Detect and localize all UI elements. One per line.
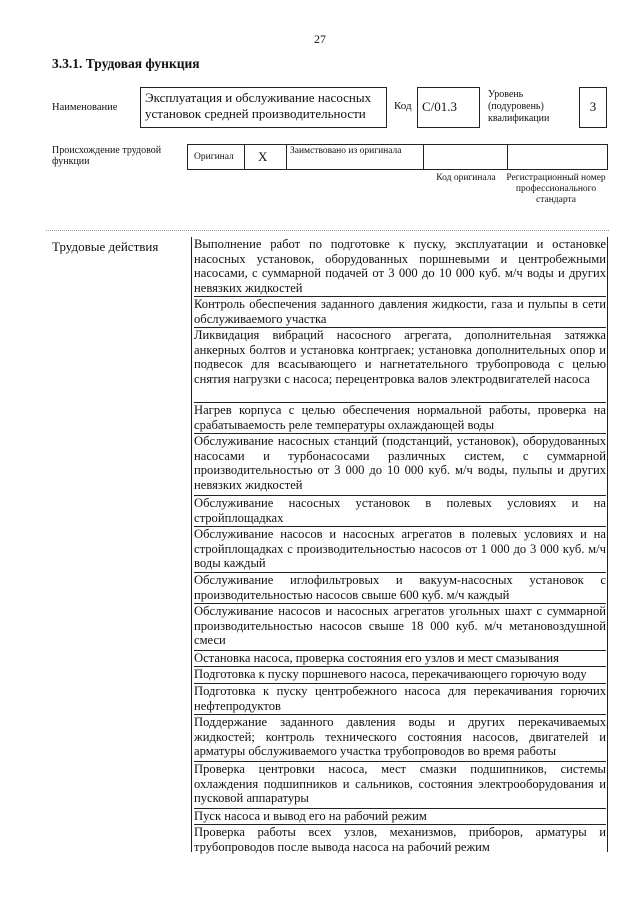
labor-action-item: Нагрев корпуса с целью обеспечения нормальной работы, проверка на срабатываемость реле температуры охлаждающей воды (194, 403, 606, 434)
original-mark: X (258, 149, 268, 164)
labor-actions-label: Трудовые действия (52, 239, 159, 254)
column-divider (191, 237, 192, 852)
reg-caption: Регистрационный номер профессионального стандарта (506, 173, 606, 205)
labor-action-item: Обслуживание насосных станций (подстанций, установок), оборудованных насосами и турбонасосами различных систем, с суммарной производительностью от 3 000 до 10 000 куб. м/ч воды, пульпы и других невязких жидкостей (194, 434, 606, 496)
right-border (607, 237, 608, 852)
code-value: С/01.3 (422, 99, 458, 114)
labor-action-item: Проверка работы всех узлов, механизмов, приборов, арматуры и трубопроводов после вывода насоса на рабочий режим (194, 825, 606, 854)
labor-action-item: Обслуживание насосных установок в полевых условиях и на стройплощадках (194, 496, 606, 527)
labor-action-item: Пуск насоса и вывод его на рабочий режим (194, 809, 606, 825)
original-label: Оригинал (194, 152, 234, 162)
labor-actions-table (46, 237, 609, 852)
section-title: 3.3.1. Трудовая функция (52, 56, 200, 71)
labor-action-item: Обслуживание насосов и насосных агрегатов угольных шахт с суммарной производительностью насосов свыше 18 000 куб. м/ч метановоздушной смеси (194, 604, 606, 651)
separator (46, 230, 609, 231)
borrowed-cell (286, 145, 424, 169)
code-caption: Код оригинала (436, 173, 496, 183)
level-label: Уровень (подуровень) квалификации (488, 89, 550, 124)
origin-label: Происхождение трудовой функции (52, 145, 162, 167)
reg-number-cell (507, 145, 607, 169)
level-value: 3 (589, 99, 597, 114)
origin-table (187, 144, 608, 170)
labor-action-item: Проверка центровки насоса, мест смазки подшипников, системы охлаждения подшипников и сальников, состояния электрооборудования и пусковой аппаратуры (194, 762, 606, 809)
original-mark-cell (244, 145, 287, 169)
level-box (579, 87, 607, 128)
labor-action-item: Ликвидация вибраций насосного агрегата, дополнительная затяжка анкерных болтов и установка контргаек; установка дополнительных опор и подвесок для всасывающего и нагнетательного трубопровода с целью снятия нагрузки с насоса; перецентровка валов электродвигателей насоса (194, 328, 606, 403)
function-name: Эксплуатация и обслуживание насосных установок средней производительности (145, 90, 372, 121)
labor-action-item: Подготовка к пуску поршневого насоса, перекачивающего горючую воду (194, 667, 606, 684)
borrowed-label: Заимствовано из оригинала (290, 146, 402, 156)
original-code-cell (423, 145, 508, 169)
labor-action-item: Выполнение работ по подготовке к пуску, эксплуатации и остановке насосных установок, оборудованных поршневыми и центробежными насосами, с суммарной подачей от 3 000 до 10 000 куб. м/ч воды и других невязких жидкостей (194, 237, 606, 297)
labor-action-item: Обслуживание иглофильтровых и вакуум-насосных установок с производительностью насосов свыше 600 куб. м/ч каждый (194, 573, 606, 604)
code-label: Код (394, 100, 412, 112)
page-number: 27 (314, 32, 326, 46)
name-label: Наименование (52, 102, 118, 113)
original-cell (188, 145, 245, 169)
code-box (417, 87, 480, 128)
labor-actions-label-cell (46, 237, 186, 852)
labor-action-item: Остановка насоса, проверка состояния его узлов и мест смазывания (194, 651, 606, 667)
labor-action-item: Контроль обеспечения заданного давления жидкости, газа и пульпы в сети обслуживаемого участка (194, 297, 606, 328)
function-name-box (140, 87, 387, 128)
labor-action-item: Подготовка к пуску центробежного насоса для перекачивания горючих нефтепродуктов (194, 684, 606, 715)
labor-action-item: Обслуживание насосов и насосных агрегатов в полевых условиях и на стройплощадках с производительностью насосов от 1 000 до 3 000 куб. м/ч воды каждый (194, 527, 606, 573)
labor-action-item: Поддержание заданного давления воды и других перекачиваемых жидкостей; контроль технического состояния насосов, двигателей и арматуры обслуживаемого участка трубопроводов во время работы (194, 715, 606, 762)
